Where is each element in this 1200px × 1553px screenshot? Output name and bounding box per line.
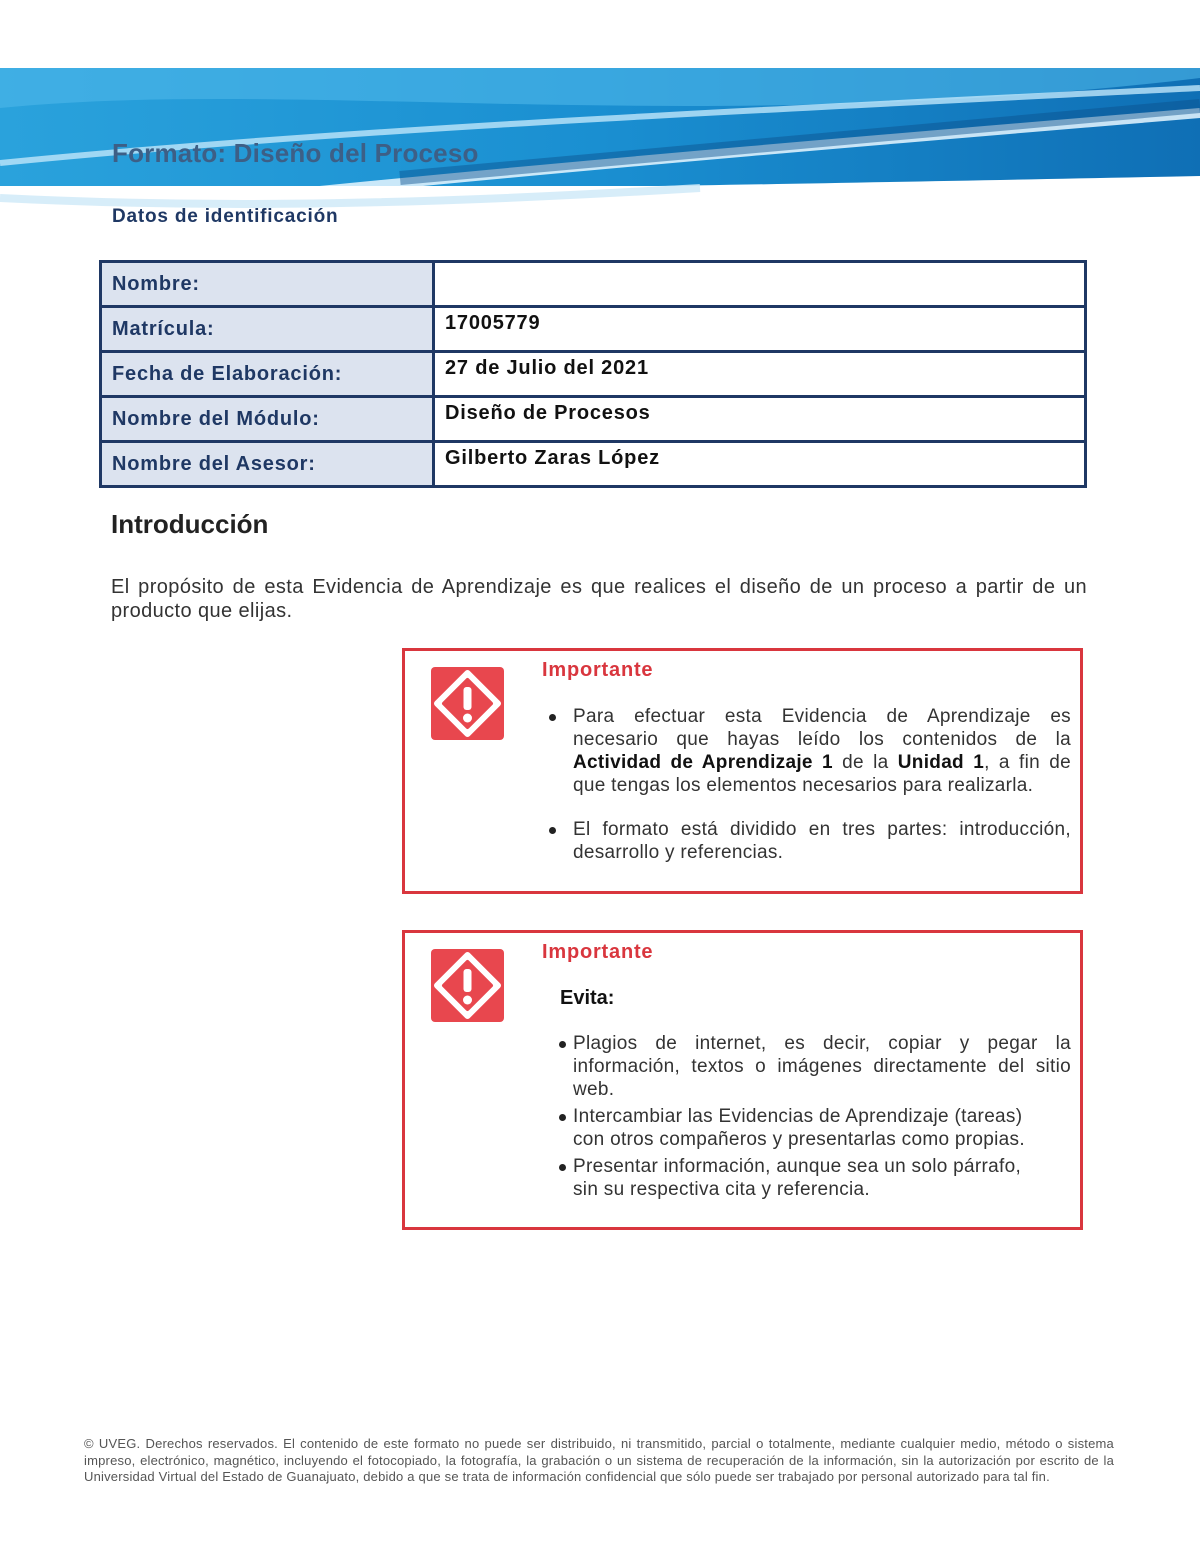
list-item: Plagios de internet, es decir, copiar y pegar la información, textos o imágenes directamente del sitio web. bbox=[573, 1033, 1071, 1100]
list-item: El formato está dividido en tres partes: introducción, desarrollo y referencias. bbox=[573, 819, 1071, 863]
list-item-bold: Actividad de Aprendizaje 1 bbox=[573, 752, 833, 773]
intro-heading: Introducción bbox=[111, 509, 269, 539]
row-label-nombre: Nombre: bbox=[101, 262, 434, 307]
row-value-asesor[interactable]: Gilberto Zaras López bbox=[434, 442, 1086, 487]
table-row bbox=[101, 262, 1086, 307]
table-row bbox=[101, 307, 1086, 352]
list-item: Presentar información, aunque sea un solo párrafo, sin su respectiva cita y referencia. bbox=[573, 1155, 1033, 1201]
row-value-nombre[interactable] bbox=[434, 262, 1086, 307]
row-value-fecha[interactable]: 27 de Julio del 2021 bbox=[434, 352, 1086, 397]
section-subtitle: Datos de identificación bbox=[112, 206, 339, 227]
notice-title: Importante bbox=[542, 659, 654, 681]
page-title: Formato: Diseño del Proceso bbox=[112, 138, 479, 168]
evita-label: Evita: bbox=[560, 987, 615, 1009]
list-item-text: Para efectuar esta Evidencia de Aprendizaje es necesario que hayas leído los contenidos de la bbox=[573, 706, 1071, 750]
list-item: Intercambiar las Evidencias de Aprendizaje (tareas) con otros compañeros y presentarlas como propias. bbox=[573, 1105, 1033, 1151]
notice-box-important-2 bbox=[402, 930, 1083, 1230]
notice-box-important-1 bbox=[402, 648, 1083, 894]
list-item-bold: Unidad 1 bbox=[897, 752, 985, 773]
notice-list bbox=[573, 1032, 1071, 1205]
list-item bbox=[573, 705, 1071, 797]
row-label-asesor: Nombre del Asesor: bbox=[101, 442, 434, 487]
row-label-matricula: Matrícula: bbox=[101, 307, 434, 352]
warning-icon bbox=[431, 667, 504, 740]
list-item-text: , a fin de que tengas los elementos necesarios para realizarla. bbox=[573, 752, 1071, 796]
notice-list bbox=[573, 705, 1071, 885]
warning-icon bbox=[431, 949, 504, 1022]
list-item-text: de la bbox=[832, 752, 898, 773]
intro-paragraph: El propósito de esta Evidencia de Aprendizaje es que realices el diseño de un proceso a partir de un producto que elijas. bbox=[111, 576, 1087, 622]
row-value-matricula[interactable]: 17005779 bbox=[434, 307, 1086, 352]
row-label-modulo: Nombre del Módulo: bbox=[101, 397, 434, 442]
row-value-modulo[interactable]: Diseño de Procesos bbox=[434, 397, 1086, 442]
table-row bbox=[101, 442, 1086, 487]
table-row bbox=[101, 352, 1086, 397]
table-row bbox=[101, 397, 1086, 442]
notice-title: Importante bbox=[542, 941, 654, 963]
row-label-fecha: Fecha de Elaboración: bbox=[101, 352, 434, 397]
copyright-footer: © UVEG. Derechos reservados. El contenido de este formato no puede ser distribuido, ni transmitido, parcial o totalmente, mediante cualquier medio, método o sistema impreso, electrónico, magnético, incluyendo el fotocopiado, la fotografía, la grabación o un sistema de recuperación de la información, sin la autorización por escrito de la Universidad Virtual del Estado de Guanajuato, debido a que se trata de información confidencial que sólo puede ser trabajado por personal autorizado para tal fin. bbox=[84, 1436, 1114, 1484]
identification-table bbox=[99, 260, 1087, 488]
